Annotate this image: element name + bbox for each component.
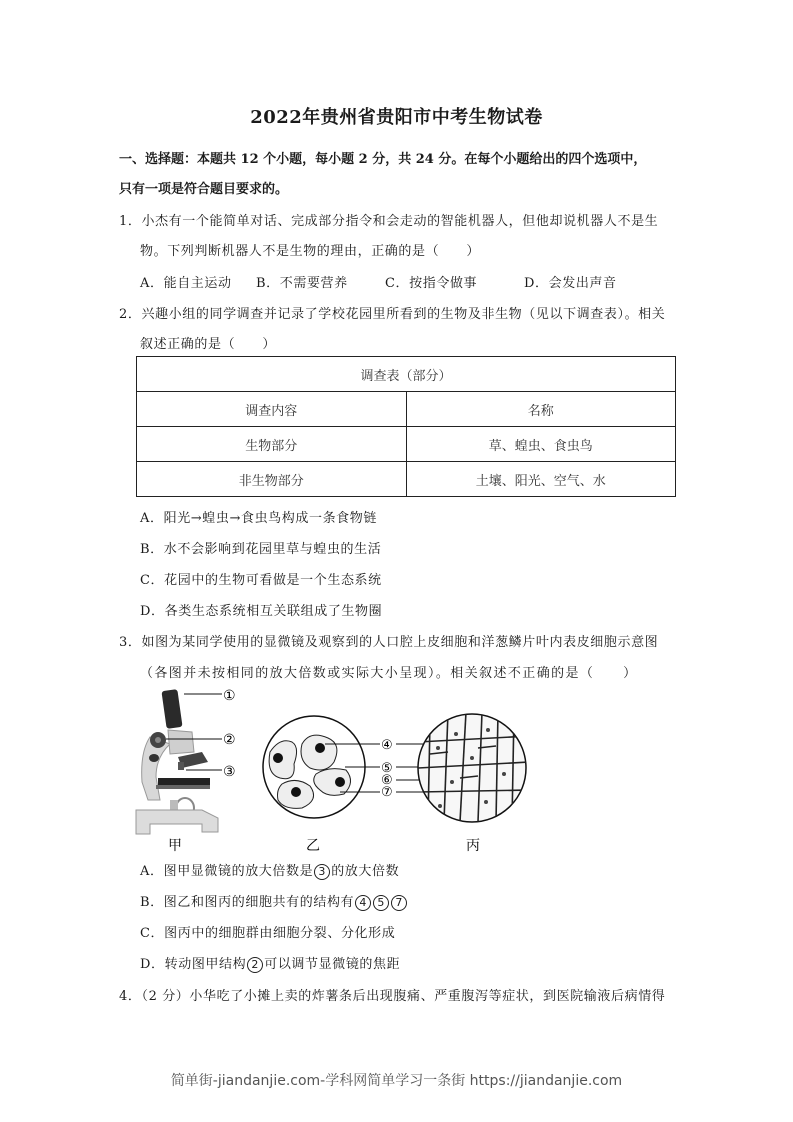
table-cell: 生物部分 [137, 427, 407, 462]
section-instructions-line1: 一、选择题：本题共 12 个小题，每小题 2 分，共 24 分。在每个小题给出的四个选项中， [119, 152, 647, 167]
onion-cells-icon [418, 712, 530, 822]
section-instructions-line2: 只有一项是符合题目要求的。 [119, 182, 289, 197]
circled-number: 4 [355, 895, 371, 911]
question-number: 4． [119, 989, 142, 1004]
microscope-icon [136, 689, 218, 834]
q2-option-a[interactable]: A．阳光→蝗虫→食虫鸟构成一条食物链 [140, 511, 377, 526]
q3-option-a[interactable]: A．图甲显微镜的放大倍数是 3 的放大倍数 [140, 864, 400, 879]
marker-5: ⑤ [381, 761, 393, 776]
question-2-line2: 叙述正确的是（ ） [140, 337, 277, 352]
marker-3: ③ [223, 764, 236, 780]
question-text: 如图为某同学使用的显微镜及观察到的人口腔上皮细胞和洋葱鳞片叶内表皮细胞示意图 [141, 635, 659, 650]
q2-option-c[interactable]: C．花园中的生物可看做是一个生态系统 [140, 573, 382, 588]
q3-option-c[interactable]: C．图丙中的细胞群由细胞分裂、分化形成 [140, 926, 396, 941]
table-row [137, 462, 676, 497]
table-header: 名称 [406, 392, 676, 427]
question-3-line2: （各图并未按相同的放大倍数或实际大小呈现）。相关叙述不正确的是（ ） [140, 666, 638, 681]
question-3 [119, 631, 658, 650]
figure-label-yi: 乙 [306, 838, 320, 854]
footer-watermark: 简单街-jiandanjie.com-学科网简单学习一条街 https://jiandanjie.com [170, 1073, 623, 1089]
table-cell: 非生物部分 [137, 462, 407, 497]
question-1-line2: 物。下列判断机器人不是生物的理由，正确的是（ ） [140, 244, 481, 259]
q3-option-d[interactable]: D．转动图甲结构 2 可以调节显微镜的焦距 [140, 957, 401, 972]
marker-2: ② [223, 732, 236, 748]
marker-1: ① [223, 688, 236, 704]
question-1 [119, 210, 658, 229]
table-cell: 土壤、阳光、空气、水 [406, 462, 676, 497]
table-header-row [137, 392, 676, 427]
question-text: （2 分）小华吃了小摊上卖的炸薯条后出现腹痛、严重腹泻等症状，到医院输液后病情得 [141, 989, 666, 1004]
table-row [137, 427, 676, 462]
q1-option-b[interactable]: B．不需要营养 [256, 276, 348, 291]
q3-option-b[interactable]: B．图乙和图丙的细胞共有的结构有 4 5 7 [140, 891, 408, 911]
circled-number: 5 [373, 895, 389, 911]
table-header: 调查内容 [137, 392, 407, 427]
question-4 [119, 985, 665, 1004]
circled-number: 3 [314, 864, 330, 880]
q1-option-d[interactable]: D．会发出声音 [524, 276, 617, 291]
question-number: 1． [119, 214, 142, 229]
question-number: 2． [119, 307, 142, 322]
table-caption: 调查表（部分） [137, 357, 676, 392]
question-text: 兴趣小组的同学调查并记录了学校花园里所看到的生物及非生物（见以下调查表）。相关 [141, 307, 666, 322]
table-cell: 草、蝗虫、食虫鸟 [406, 427, 676, 462]
q2-option-b[interactable]: B．水不会影响到花园里草与蝗虫的生活 [140, 542, 382, 557]
marker-6: ⑥ [381, 773, 393, 788]
question-2 [119, 303, 665, 322]
marker-4: ④ [381, 738, 393, 753]
q2-option-d[interactable]: D．各类生态系统相互关联组成了生物圈 [140, 604, 383, 619]
circled-number: 2 [247, 957, 263, 973]
figure-label-bing: 丙 [466, 838, 480, 854]
page-title: 2022年贵州省贵阳市中考生物试卷 [250, 107, 543, 128]
q1-option-a[interactable]: A．能自主运动 [140, 276, 232, 291]
marker-7: ⑦ [381, 785, 393, 800]
q1-option-c[interactable]: C．按指令做事 [385, 276, 478, 291]
question-text: 小杰有一个能简单对话、完成部分指令和会走动的智能机器人，但他却说机器人不是生 [141, 214, 659, 229]
microscope-cells-figure [130, 682, 550, 854]
survey-table [136, 356, 676, 497]
figure-label-jia: 甲 [168, 838, 182, 854]
question-number: 3． [119, 635, 142, 650]
circled-number: 7 [391, 895, 407, 911]
